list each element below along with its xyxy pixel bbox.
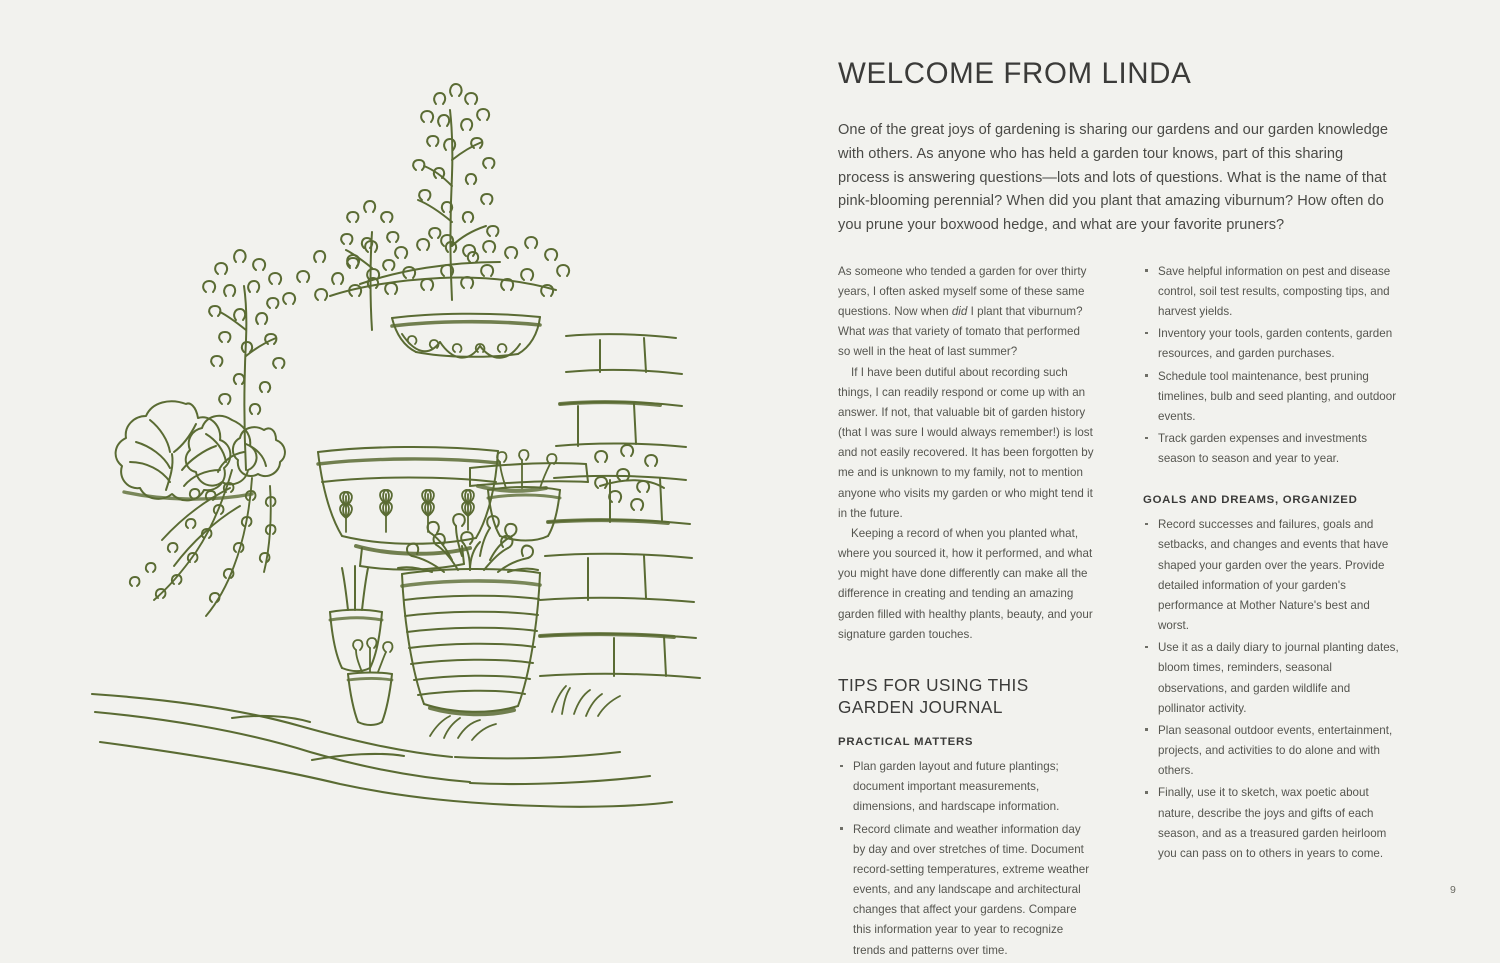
practical-matters-list [838, 757, 1094, 961]
bullet-icon [1145, 646, 1148, 649]
list-item [1143, 324, 1399, 364]
list-item [838, 757, 1094, 818]
list-item [1143, 262, 1399, 323]
list-item-text: Track garden expenses and investments season to season and year to year. [1158, 432, 1368, 466]
right-page [750, 0, 1500, 957]
goals-and-dreams-title: GOALS AND DREAMS, ORGANIZED [1143, 494, 1358, 507]
small-succulent-pot [348, 638, 392, 725]
body-paragraph-2: If I have been dutiful about recording such things, I can readily respond or come up with an answer. If not, that valuable bit of garden history (that I was sure I would always remember!) is lost and not easily recovered. It has been forgotten by me and is unknown to my family, not to mention anyone who visits my garden or who might tend it in the future. [838, 365, 1094, 520]
column-left [838, 262, 1094, 963]
stone-wall [540, 334, 700, 678]
left-page [0, 0, 750, 938]
list-item-text: Record climate and weather information day by day and over stretches of time. Document record-setting temperatures, extreme weather events, and any landscape and architectural changes that affect your gardens. Compare this information year to year to recognize trends and patterns over time. [853, 822, 1090, 957]
topiary-ball-left [203, 250, 284, 470]
run-text: As someone who tended a garden for over thirty years, I often asked myself some of these same questions. Now when [838, 264, 1087, 318]
list-item [1143, 429, 1399, 469]
ground-lines [92, 694, 672, 807]
list-item [1143, 638, 1399, 719]
bullet-icon [1145, 437, 1148, 440]
foliage-upper [283, 235, 569, 304]
page-number: 9 [1449, 884, 1456, 896]
bullet-icon [1145, 791, 1148, 794]
list-item [838, 820, 1094, 961]
list-item-text: Plan garden layout and future plantings; document important measurements, dimensions, and hardscape information. [853, 760, 1060, 814]
run-italic-was: was [868, 325, 890, 339]
run-text: I plant that viburnum? What [838, 304, 1083, 339]
two-column-layout [838, 262, 1410, 963]
page-title: WELCOME FROM LINDA [838, 57, 1192, 90]
bullet-icon [1145, 523, 1148, 526]
list-item-text: Inventory your tools, garden contents, garden resources, and garden purchases. [1158, 327, 1393, 361]
page-content [838, 58, 1410, 963]
bullet-icon [1145, 332, 1148, 335]
list-item-text: Plan seasonal outdoor events, entertainment, projects, and activities to do alone and with others. [1158, 723, 1393, 778]
list-item-text: Record successes and failures, goals and setbacks, and changes and events that have shaped your garden over the years. Provide detailed information of your garden's performance at Mother Nature's best and worst. [1158, 518, 1389, 633]
list-item [1143, 515, 1399, 636]
garden-illustration [0, 0, 750, 938]
practical-matters-title: PRACTICAL MATTERS [838, 736, 974, 749]
tips-section-title: TIPS FOR USING THIS GARDEN JOURNAL [838, 674, 1029, 717]
bullet-icon [840, 827, 843, 830]
list-item-text: Save helpful information on pest and disease control, soil test results, composting tips, and harvest yields. [1158, 264, 1391, 318]
list-item [1143, 721, 1399, 782]
bullet-icon [1145, 728, 1148, 731]
run-text: that variety of tomato that performed so well in the heat of last summer? [838, 325, 1080, 359]
column-right [1143, 262, 1399, 866]
list-item [1143, 783, 1399, 864]
goals-and-dreams-list [1143, 515, 1399, 864]
bullet-icon [1145, 374, 1148, 377]
practical-matters-list-continued [1143, 262, 1399, 470]
run-italic-did: did [951, 304, 968, 318]
list-item-text: Schedule tool maintenance, best pruning timelines, bulb and seed planting, and outdoor events. [1158, 369, 1397, 423]
list-item [1143, 367, 1399, 428]
body-paragraph-3: Keeping a record of when you planted what, where you sourced it, how it performed, and what you might have done differently can make all the difference in creating and tending an amazing garden filled with healthy plants, beauty, and your signature garden touches. [838, 526, 1093, 641]
cabbage-cluster [116, 401, 285, 500]
upper-planter [392, 314, 540, 358]
bullet-icon [1145, 269, 1148, 272]
list-item-text: Finally, use it to sketch, wax poetic about nature, describe the joys and gifts of each season, and as a treasured garden heirloom you can pass on to others in years to come. [1158, 786, 1387, 860]
list-item-text: Use it as a daily diary to journal planting dates, bloom times, reminders, seasonal observations, and garden wildlife and pollinator activity. [1158, 641, 1399, 715]
body-paragraph-1 [838, 262, 1094, 363]
bullet-icon [840, 765, 843, 768]
intro-paragraph: One of the great joys of gardening is sharing our gardens and our garden knowledge with others. As anyone who has held a garden tour knows, part of this sharing process is answering questions—lots and lots of questions. What is the name of that pink-blooming perennial? When did you plant that amazing viburnum? How often do you prune your boxwood hedge, and what are your favorite pruners? [838, 122, 1389, 233]
